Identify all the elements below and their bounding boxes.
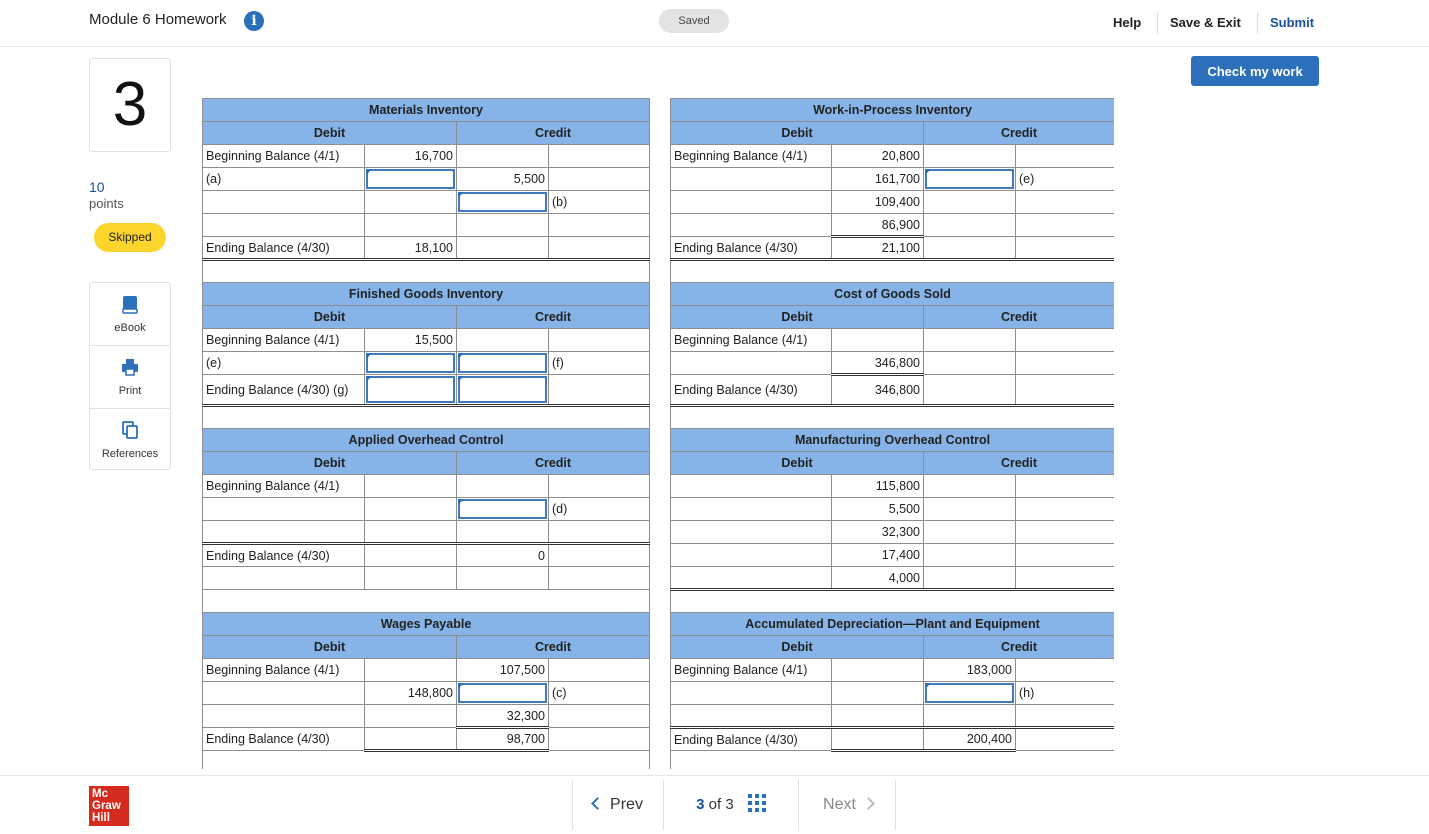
header-divider <box>1257 12 1258 34</box>
cell <box>671 544 832 567</box>
saved-status-badge: Saved <box>659 9 729 33</box>
account-label: Ending Balance (4/30) <box>671 728 832 751</box>
cell <box>203 567 365 590</box>
cell <box>924 145 1016 168</box>
print-button[interactable] <box>90 345 170 407</box>
ebook-button[interactable] <box>90 283 170 345</box>
spacer <box>203 260 650 283</box>
cell <box>924 475 1016 498</box>
cell <box>549 567 650 590</box>
cell <box>365 475 457 498</box>
accum-dep-title: Accumulated Depreciation—Plant and Equipment <box>671 613 1115 636</box>
book-icon <box>121 295 139 314</box>
account-label: Beginning Balance (4/1) <box>203 475 365 498</box>
cell <box>1016 352 1115 375</box>
pager <box>572 780 896 830</box>
gap <box>650 168 671 191</box>
gap <box>650 521 671 544</box>
account-label: Beginning Balance (4/1) <box>671 145 832 168</box>
cell <box>832 705 924 728</box>
gap <box>650 306 671 329</box>
tools-panel <box>89 282 171 470</box>
account-label: Ending Balance (4/30) <box>203 237 365 260</box>
wages-c-credit-input[interactable] <box>457 682 549 705</box>
cell <box>924 214 1016 237</box>
cell <box>365 191 457 214</box>
gap <box>650 191 671 214</box>
gap <box>650 636 671 659</box>
print-label: Print <box>118 385 142 397</box>
entry-marker: (d) <box>549 498 650 521</box>
account-label: Beginning Balance (4/1) <box>671 659 832 682</box>
cell <box>1016 544 1115 567</box>
accum-dep-debit-header: Debit <box>671 636 924 659</box>
spacer <box>203 590 650 613</box>
gap <box>650 452 671 475</box>
mfg-credit-header: Credit <box>924 452 1115 475</box>
printer-icon <box>121 358 139 377</box>
cell <box>671 705 832 728</box>
cell <box>457 145 549 168</box>
cell <box>203 682 365 705</box>
cell <box>549 659 650 682</box>
amount: 107,500 <box>457 659 549 682</box>
cell <box>203 705 365 728</box>
question-number: 3 <box>89 58 171 152</box>
cogs-title: Cost of Goods Sold <box>671 283 1115 306</box>
cell <box>457 329 549 352</box>
cell <box>671 475 832 498</box>
amount: 15,500 <box>365 329 457 352</box>
gap <box>650 429 671 452</box>
materials-b-credit-input[interactable] <box>457 191 549 214</box>
cell <box>832 659 924 682</box>
cell <box>671 168 832 191</box>
cell <box>671 498 832 521</box>
help-link[interactable]: Help <box>1113 15 1142 30</box>
cell <box>924 352 1016 375</box>
cell <box>671 352 832 375</box>
accum-dep-h-credit-input[interactable] <box>924 682 1016 705</box>
gap <box>650 352 671 375</box>
entry-marker: (b) <box>549 191 650 214</box>
cell <box>365 214 457 237</box>
prev-button[interactable] <box>573 780 664 830</box>
account-label: Beginning Balance (4/1) <box>203 145 365 168</box>
t-accounts-area <box>202 98 1114 769</box>
cell <box>203 214 365 237</box>
logo-line: Hill <box>92 812 110 824</box>
logo-line: Graw <box>92 800 121 812</box>
cell <box>549 544 650 567</box>
materials-a-debit-input[interactable] <box>365 168 457 191</box>
skipped-badge: Skipped <box>94 223 166 252</box>
logo-line: Mc <box>92 788 108 800</box>
cell <box>457 567 549 590</box>
wages-payable-title: Wages Payable <box>203 613 650 636</box>
cell <box>832 329 924 352</box>
amount: 148,800 <box>365 682 457 705</box>
gap <box>650 498 671 521</box>
chevron-right-icon <box>862 797 875 810</box>
cell <box>1016 475 1115 498</box>
info-icon[interactable]: i <box>244 11 264 31</box>
account-label: Ending Balance (4/30) <box>671 237 832 260</box>
gap <box>650 544 671 567</box>
finished-g-debit-input[interactable] <box>365 375 457 406</box>
check-my-work-button[interactable]: Check my work <box>1191 56 1319 86</box>
cell <box>1016 191 1115 214</box>
cell <box>549 168 650 191</box>
cell <box>457 237 549 260</box>
amount: 200,400 <box>924 728 1016 751</box>
cell <box>1016 214 1115 237</box>
account-label: Beginning Balance (4/1) <box>671 329 832 352</box>
gap <box>650 283 671 306</box>
finished-f-credit-input[interactable] <box>457 352 549 375</box>
gap <box>650 475 671 498</box>
points-value: 10 <box>89 179 105 195</box>
cell <box>1016 498 1115 521</box>
cell <box>549 145 650 168</box>
t-accounts-grid <box>202 98 1114 769</box>
cell <box>671 214 832 237</box>
gap <box>650 122 671 145</box>
cell <box>924 191 1016 214</box>
entry-marker: (f) <box>549 352 650 375</box>
references-label: References <box>101 448 159 460</box>
spacer <box>671 590 1115 613</box>
gap <box>650 237 671 260</box>
cell <box>1016 567 1115 590</box>
page-of: of <box>708 796 722 813</box>
materials-debit-header: Debit <box>203 122 457 145</box>
save-exit-link[interactable]: Save & Exit <box>1170 15 1241 30</box>
grid-icon <box>748 794 766 812</box>
amount: 4,000 <box>832 567 924 590</box>
gap <box>650 214 671 237</box>
copy-icon <box>121 421 139 440</box>
materials-credit-header: Credit <box>457 122 650 145</box>
amount: 32,300 <box>457 705 549 728</box>
amount: 109,400 <box>832 191 924 214</box>
amount: 5,500 <box>832 498 924 521</box>
header-divider <box>1157 12 1158 34</box>
cell <box>1016 705 1115 728</box>
wip-debit-header: Debit <box>671 122 924 145</box>
cell <box>549 521 650 544</box>
account-label: Ending Balance (4/30) <box>203 544 365 567</box>
current-page: 3 <box>696 796 705 813</box>
materials-title: Materials Inventory <box>203 99 650 122</box>
cell <box>457 521 549 544</box>
applied-d-credit-input[interactable] <box>457 498 549 521</box>
submit-link[interactable]: Submit <box>1270 15 1315 30</box>
cell <box>365 544 457 567</box>
cell <box>365 659 457 682</box>
cell <box>549 214 650 237</box>
references-button[interactable] <box>90 408 170 470</box>
finished-e-debit-input[interactable] <box>365 352 457 375</box>
cell <box>1016 375 1115 406</box>
cell <box>365 521 457 544</box>
cell <box>832 728 924 751</box>
finished-debit-header: Debit <box>203 306 457 329</box>
account-label: (a) <box>203 168 365 191</box>
gap <box>650 99 671 122</box>
finished-goods-title: Finished Goods Inventory <box>203 283 650 306</box>
account-label: Beginning Balance (4/1) <box>203 329 365 352</box>
prev-label: Prev <box>610 796 643 813</box>
amount: 0 <box>457 544 549 567</box>
amount: 346,800 <box>832 352 924 375</box>
cell <box>924 705 1016 728</box>
cell <box>457 475 549 498</box>
cell <box>549 475 650 498</box>
account-label: Beginning Balance (4/1) <box>203 659 365 682</box>
entry-marker: (e) <box>1016 168 1115 191</box>
amount: 161,700 <box>832 168 924 191</box>
cell <box>1016 145 1115 168</box>
mfg-overhead-title: Manufacturing Overhead Control <box>671 429 1115 452</box>
amount: 86,900 <box>832 214 924 237</box>
amount: 18,100 <box>365 237 457 260</box>
gap <box>650 406 671 429</box>
cell <box>1016 521 1115 544</box>
wages-debit-header: Debit <box>203 636 457 659</box>
spacer <box>203 406 650 429</box>
next-label: Next <box>823 796 856 813</box>
amount: 32,300 <box>832 521 924 544</box>
wip-credit-header: Credit <box>924 122 1115 145</box>
amount: 17,400 <box>832 544 924 567</box>
cell <box>832 682 924 705</box>
mcgraw-hill-logo <box>89 786 129 826</box>
cell <box>365 728 457 751</box>
gap <box>650 728 671 751</box>
amount: 115,800 <box>832 475 924 498</box>
amount: 346,800 <box>832 375 924 406</box>
assignment-title: Module 6 Homework <box>89 11 227 28</box>
cell <box>365 567 457 590</box>
applied-overhead-title: Applied Overhead Control <box>203 429 650 452</box>
gap <box>650 567 671 590</box>
top-bar <box>0 0 1429 47</box>
entry-marker: (c) <box>549 682 650 705</box>
spacer <box>203 751 650 770</box>
gap <box>650 260 671 283</box>
finished-g-credit-input[interactable] <box>457 375 549 406</box>
amount: 98,700 <box>457 728 549 751</box>
cogs-credit-header: Credit <box>924 306 1115 329</box>
cell <box>203 521 365 544</box>
applied-credit-header: Credit <box>457 452 650 475</box>
cell <box>924 329 1016 352</box>
next-button[interactable] <box>799 780 897 830</box>
gap <box>650 375 671 406</box>
account-label: Ending Balance (4/30) (g) <box>203 375 365 406</box>
cell <box>924 521 1016 544</box>
cell <box>1016 659 1115 682</box>
points-label: points <box>89 196 124 211</box>
amount: 16,700 <box>365 145 457 168</box>
gap <box>650 682 671 705</box>
amount: 183,000 <box>924 659 1016 682</box>
cell <box>549 237 650 260</box>
cell <box>549 728 650 751</box>
ebook-label: eBook <box>114 322 146 334</box>
cell <box>203 191 365 214</box>
cell <box>671 567 832 590</box>
mfg-debit-header: Debit <box>671 452 924 475</box>
total-pages: 3 <box>725 796 734 813</box>
amount: 20,800 <box>832 145 924 168</box>
cell <box>671 682 832 705</box>
cell <box>1016 237 1115 260</box>
cell <box>549 375 650 406</box>
cell <box>924 237 1016 260</box>
gap <box>650 590 671 613</box>
cell <box>924 498 1016 521</box>
accum-dep-credit-header: Credit <box>924 636 1115 659</box>
cell <box>203 498 365 521</box>
finished-credit-header: Credit <box>457 306 650 329</box>
gap <box>650 613 671 636</box>
amount: 21,100 <box>832 237 924 260</box>
gap <box>650 145 671 168</box>
cell <box>671 191 832 214</box>
cell <box>365 705 457 728</box>
account-label: (e) <box>203 352 365 375</box>
wages-credit-header: Credit <box>457 636 650 659</box>
entry-marker: (h) <box>1016 682 1115 705</box>
wip-e-credit-input[interactable] <box>924 168 1016 191</box>
cell <box>1016 329 1115 352</box>
cell <box>365 498 457 521</box>
cell <box>1016 728 1115 751</box>
cell <box>924 567 1016 590</box>
spacer <box>671 751 1115 770</box>
cell <box>924 375 1016 406</box>
chevron-left-icon <box>591 797 604 810</box>
account-label: Ending Balance (4/30) <box>671 375 832 406</box>
cell <box>549 705 650 728</box>
page-indicator[interactable] <box>664 780 799 830</box>
amount: 5,500 <box>457 168 549 191</box>
gap <box>650 705 671 728</box>
cell <box>549 329 650 352</box>
spacer <box>671 260 1115 283</box>
cell <box>924 544 1016 567</box>
gap <box>650 329 671 352</box>
gap <box>650 659 671 682</box>
cell <box>671 521 832 544</box>
spacer <box>671 406 1115 429</box>
cell <box>457 214 549 237</box>
account-label: Ending Balance (4/30) <box>203 728 365 751</box>
applied-debit-header: Debit <box>203 452 457 475</box>
gap <box>650 751 671 770</box>
wip-title: Work-in-Process Inventory <box>671 99 1115 122</box>
cogs-debit-header: Debit <box>671 306 924 329</box>
